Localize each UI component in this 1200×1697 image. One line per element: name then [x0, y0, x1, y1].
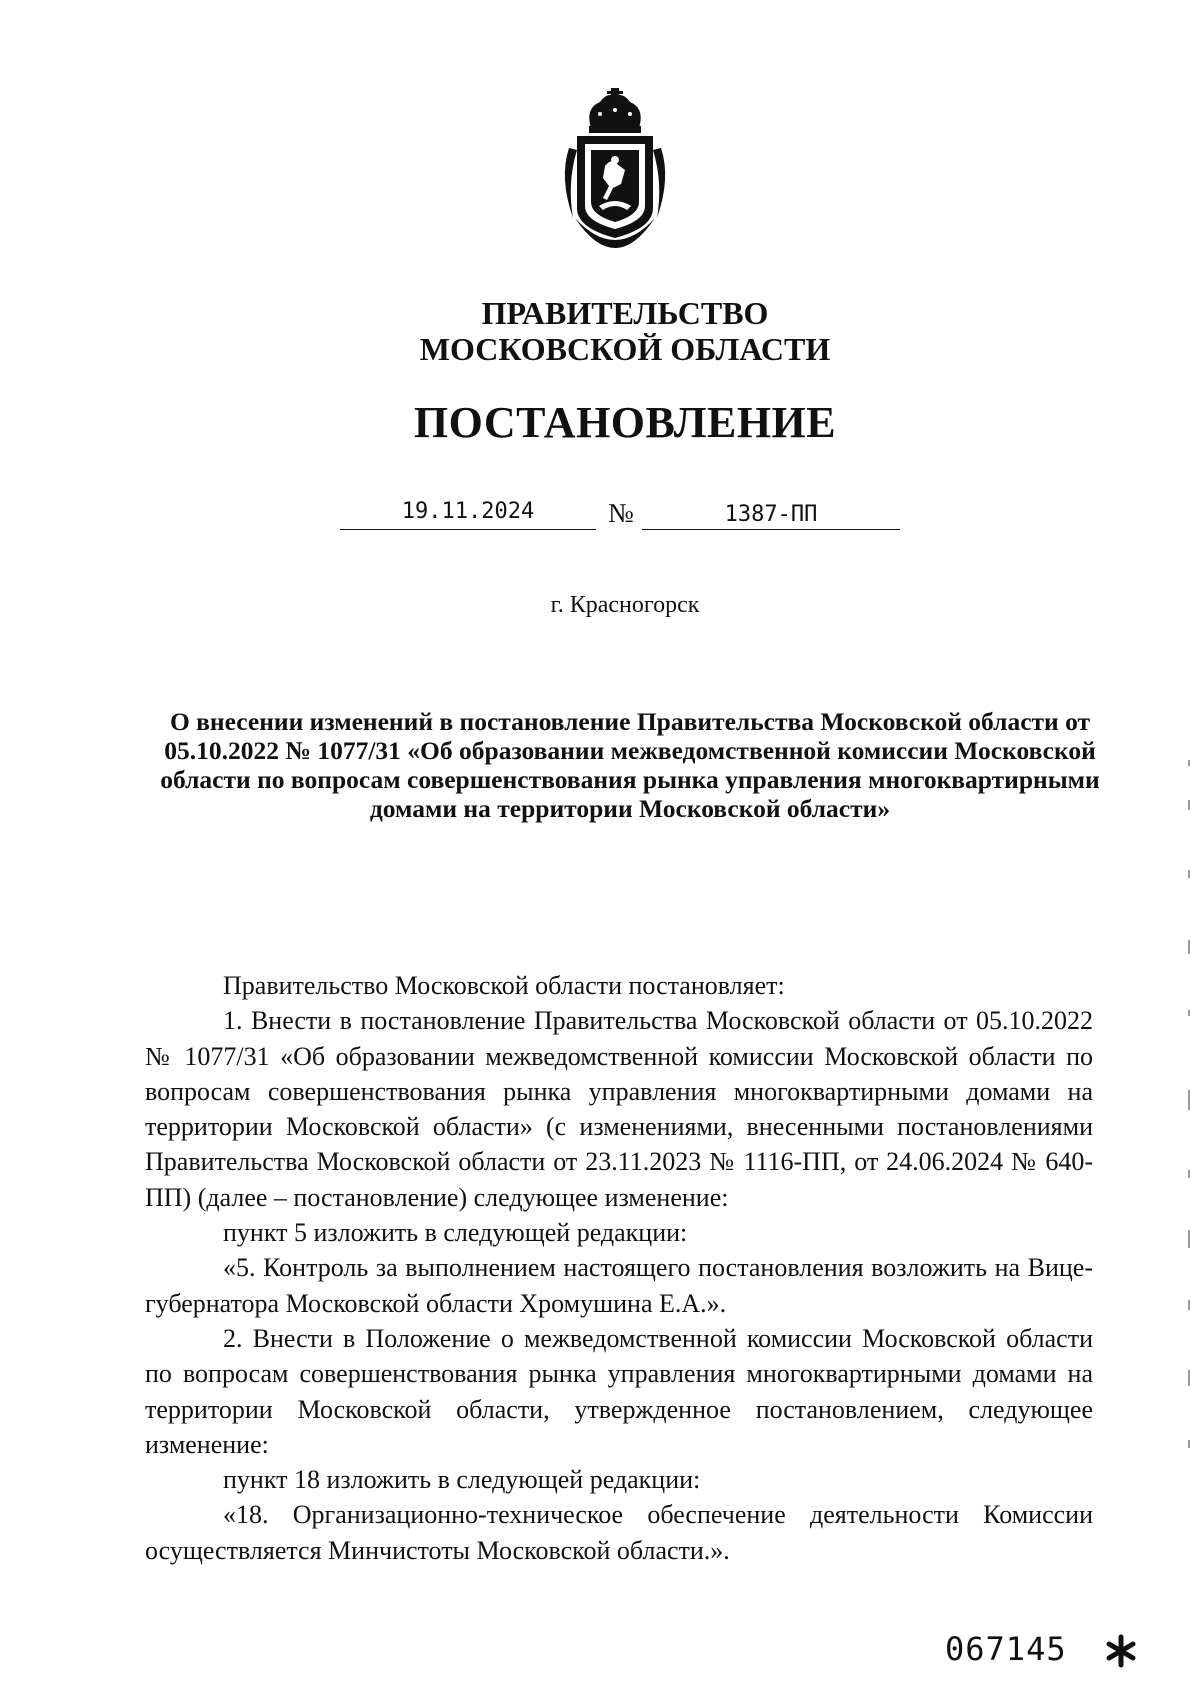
body-paragraph-2a: пункт 18 изложить в следующей редакции: [223, 1465, 701, 1495]
government-name [0, 295, 1200, 367]
decree-title: О внесении изменений в постановление Правительства Московской области от 05.10.2022 № 1077/31 «Об образовании межведомственной комиссии Московской области по вопросам совершенствования рынка управления многоквартирными домами на территории Московской области» [160, 707, 1100, 823]
government-line-1: ПРАВИТЕЛЬСТВО [481, 295, 769, 331]
government-line-2: МОСКОВСКОЙ ОБЛАСТИ [419, 331, 831, 367]
scan-edge-marks [1186, 760, 1192, 1480]
asterisk-icon [1104, 1634, 1138, 1668]
city-name: г. Красногорск [550, 592, 700, 618]
dateline [340, 497, 900, 533]
decree-date: 19.11.2024 [340, 497, 596, 530]
doc-type-title: ПОСТАНОВЛЕНИЕ [413, 398, 837, 447]
body-paragraph-1b: «5. Контроль за выполнением настоящего постановления возложить на Вице-губернатора Московской области Хромушина Е.А.». [145, 1253, 1093, 1318]
body-intro: Правительство Московской области постановляет: [223, 971, 785, 1000]
moscow-oblast-coat-of-arms-icon [555, 88, 675, 253]
decree-number: 1387-ПП [642, 497, 900, 530]
decree-body [145, 968, 1093, 1568]
number-sign: № [608, 498, 634, 528]
body-paragraph-1a: пункт 5 изложить в следующей редакции: [223, 1218, 688, 1248]
serial-number: 067145 [945, 1630, 1067, 1668]
body-paragraph-2b: «18. Организационно-техническое обеспечение деятельности Комиссии осуществляется Минчистоты Московской области.». [145, 1500, 1093, 1565]
body-paragraph-2: 2. Внести в Положение о межведомственной комиссии Московской области по вопросам совершенствования рынка управления многоквартирными домами на территории Московской области, утвержденное постановлением, следующее изменение: [145, 1323, 1093, 1459]
body-paragraph-1: 1. Внести в постановление Правительства Московской области от 05.10.2022 № 1077/31 «Об образовании межведомственной комиссии Московской области по вопросам совершенствования рынка управления многоквартирными домами на территории Московской области» (с изменениями, внесенными постановлениями Правительства Московской области от 23.11.2023 № 1116-ПП, от 24.06.2024 № 640-ПП) (далее – постановление) следующее изменение: [145, 1006, 1093, 1212]
